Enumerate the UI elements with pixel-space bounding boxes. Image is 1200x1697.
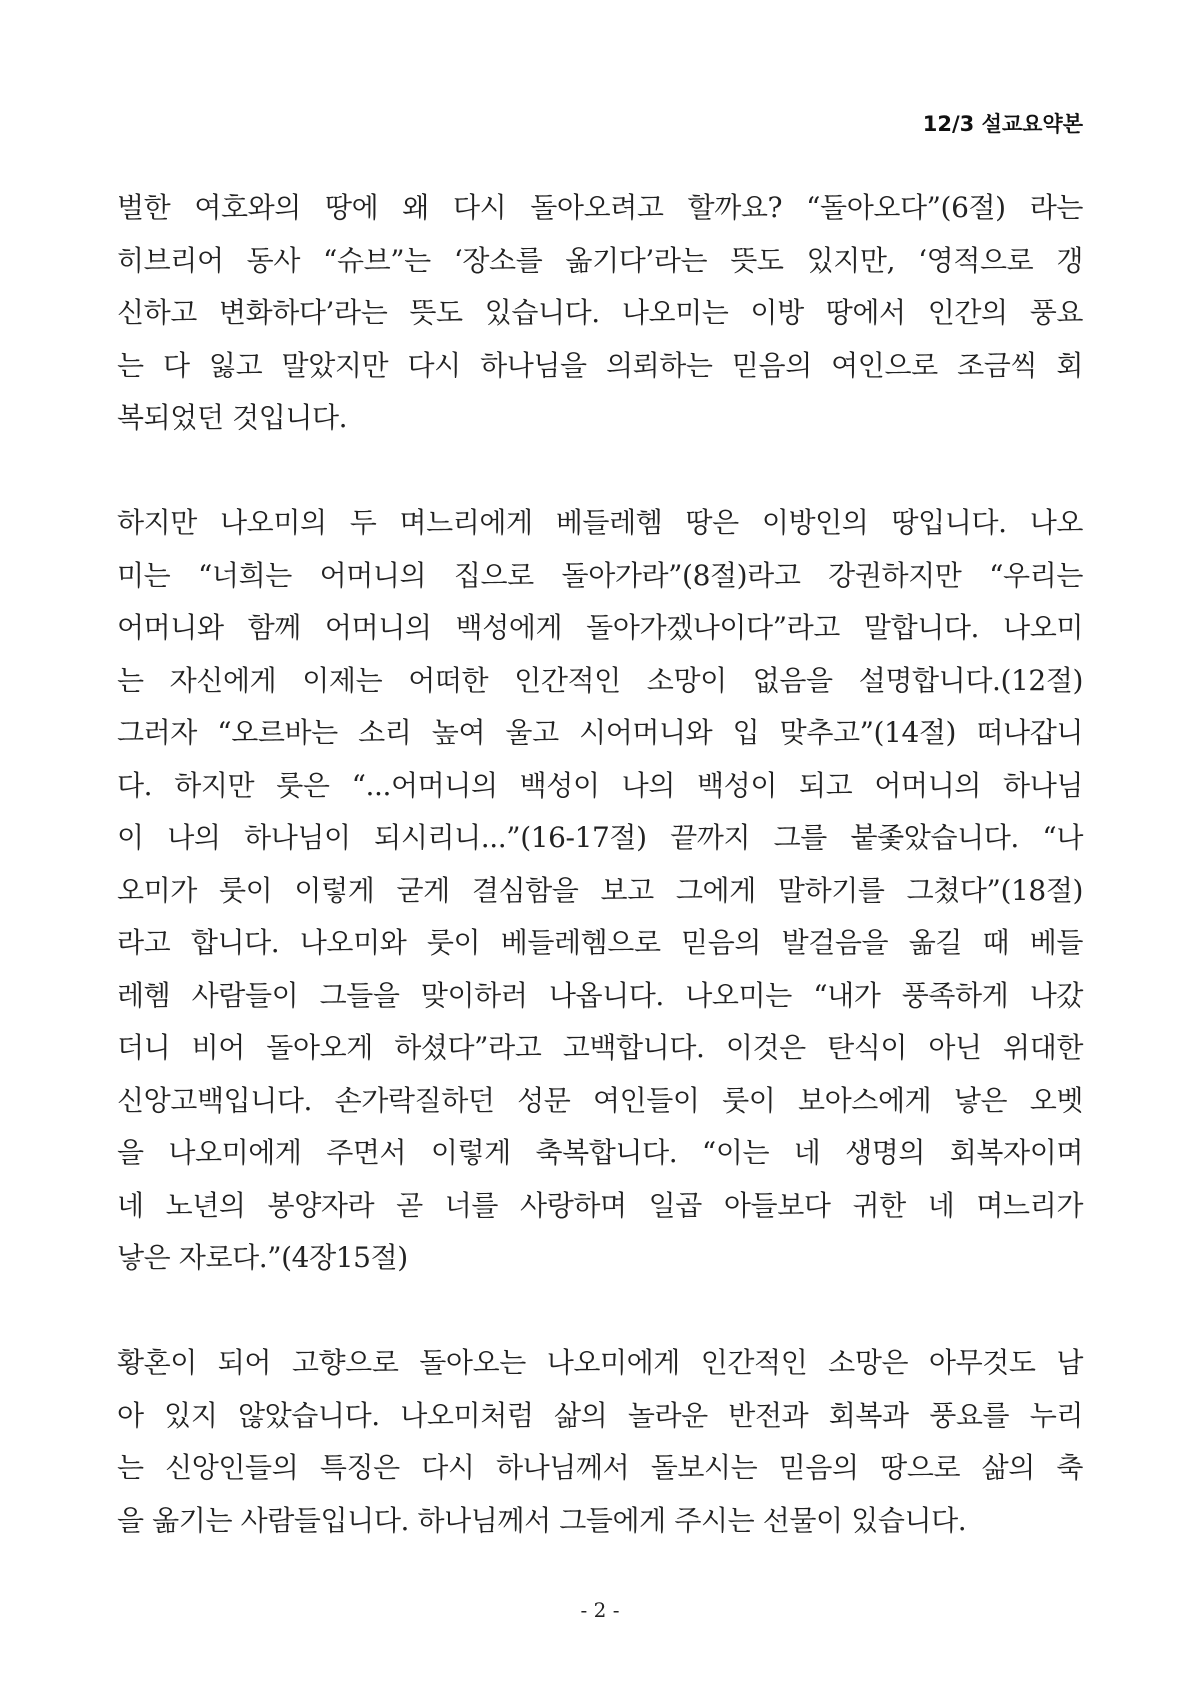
paragraph-line: 다. 하지만 룻은 “...어머니의 백성이 나의 백성이 되고 어머니의 하나님 — [117, 768, 1083, 802]
paragraph-line: 하지만 나오미의 두 며느리에게 베들레헴 땅은 이방인의 땅입니다. 나오 — [117, 506, 1083, 539]
paragraph-line: 낳은 자로다.”(4장15절) — [117, 1241, 408, 1274]
paragraph-gap — [117, 445, 1083, 498]
paragraph-line: 레헴 사람들이 그들을 맞이하러 나옵니다. 나오미는 “내가 풍족하게 나갔 — [117, 978, 1083, 1012]
paragraph-gap — [117, 1285, 1083, 1338]
paragraph-line: 을 옮기는 사람들입니다. 하나님께서 그들에게 주시는 선물이 있습니다. — [117, 1503, 967, 1537]
paragraph-line: 어머니와 함께 어머니의 백성에게 돌아가겠나이다”라고 말합니다. 나오미 — [117, 611, 1083, 644]
paragraph-line: 신앙고백입니다. 손가락질하던 성문 여인들이 룻이 보아스에게 낳은 오벳 — [117, 1083, 1083, 1117]
paragraph-1 — [117, 182, 1083, 445]
paragraph-line: 신하고 변화하다’라는 뜻도 있습니다. 나오미는 이방 땅에서 인간의 풍요 — [117, 296, 1083, 329]
document-body — [117, 182, 1083, 1547]
paragraph-3 — [117, 1337, 1083, 1547]
paragraph-line: 벌한 여호와의 땅에 왜 다시 돌아오려고 할까요? “돌아오다”(6절) 라는 — [117, 191, 1083, 224]
paragraph-line: 복되었던 것입니다. — [117, 401, 348, 434]
paragraph-line: 황혼이 되어 고향으로 돌아오는 나오미에게 인간적인 소망은 아무것도 남 — [117, 1346, 1083, 1379]
paragraph-line: 이 나의 하나님이 되시리니...”(16-17절) 끝까지 그를 붙좇았습니다. “나 — [117, 821, 1083, 854]
paragraph-line: 미는 “너희는 어머니의 집으로 돌아가라”(8절)라고 강권하지만 “우리는 — [117, 558, 1083, 592]
document-header-title: 12/3 설교요약본 — [922, 112, 1083, 136]
paragraph-line: 라고 합니다. 나오미와 룻이 베들레헴으로 믿음의 발걸음을 옮길 때 베들 — [117, 926, 1083, 959]
paragraph-line: 오미가 룻이 이렇게 굳게 결심함을 보고 그에게 말하기를 그쳤다”(18절) — [117, 873, 1083, 907]
paragraph-line: 는 자신에게 이제는 어떠한 인간적인 소망이 없음을 설명합니다.(12절) — [117, 663, 1083, 697]
paragraph-line: 히브리어 동사 “슈브”는 ‘장소를 옮기다’라는 뜻도 있지만, ‘영적으로 갱 — [117, 243, 1083, 277]
paragraph-2 — [117, 497, 1083, 1285]
paragraph-line: 는 다 잃고 말았지만 다시 하나님을 의뢰하는 믿음의 여인으로 조금씩 회 — [117, 348, 1083, 382]
paragraph-line: 더니 비어 돌아오게 하셨다”라고 고백합니다. 이것은 탄식이 아닌 위대한 — [117, 1031, 1083, 1064]
paragraph-line: 그러자 “오르바는 소리 높여 울고 시어머니와 입 맞추고”(14절) 떠나갑니 — [117, 716, 1083, 749]
page-number: - 2 - — [580, 1598, 620, 1622]
paragraph-line: 는 신앙인들의 특징은 다시 하나님께서 돌보시는 믿음의 땅으로 삶의 축 — [117, 1451, 1083, 1484]
paragraph-line: 을 나오미에게 주면서 이렇게 축복합니다. “이는 네 생명의 회복자이며 — [117, 1136, 1083, 1169]
paragraph-line: 네 노년의 봉양자라 곧 너를 사랑하며 일곱 아들보다 귀한 네 며느리가 — [117, 1188, 1083, 1222]
paragraph-line: 아 있지 않았습니다. 나오미처럼 삶의 놀라운 반전과 회복과 풍요를 누리 — [117, 1398, 1083, 1432]
